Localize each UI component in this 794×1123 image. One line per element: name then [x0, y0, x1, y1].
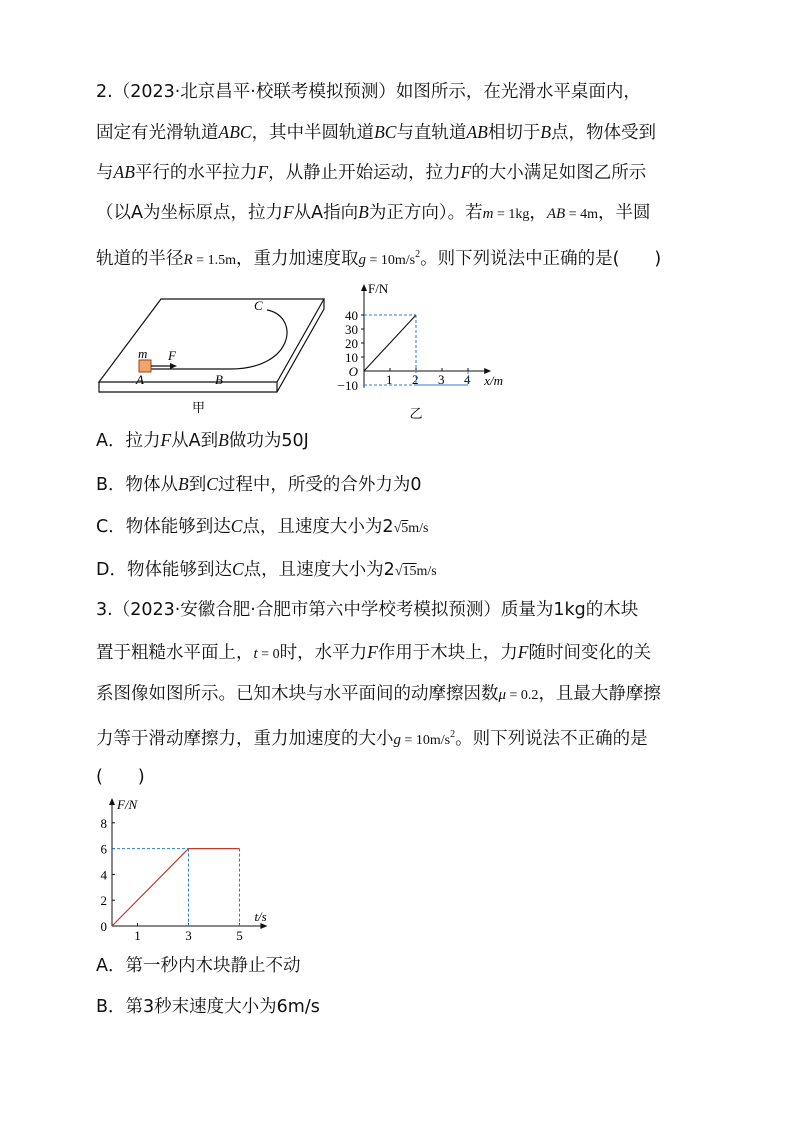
option-var: B [218, 430, 229, 450]
option-radicand: 15 [402, 564, 417, 579]
q3-var: F [517, 642, 529, 662]
q2-text: 固定有光滑轨道 [96, 123, 219, 143]
q2-text: ，半圆 [598, 203, 651, 223]
option-text: 拉力 [125, 431, 161, 451]
label-F: F [168, 348, 176, 363]
option-text: 第3秒末速度大小为6m/s [125, 997, 320, 1017]
q3-answer-blank: ( ) [96, 767, 145, 787]
option-text: 到 [188, 475, 207, 495]
option-unit: m/s [408, 521, 429, 536]
q3-option-b[interactable] [96, 995, 320, 1019]
q2-figure-jia [95, 296, 335, 418]
option-text: 从A到 [171, 431, 219, 451]
option-text: 点，且速度大小为2 [242, 517, 394, 537]
option-letter: C． [96, 517, 126, 537]
q3-text: 时，水平力 [279, 643, 368, 663]
q2-text: 如图所示，在光滑水平桌面内， [395, 82, 641, 102]
x-tick-label: 1 [134, 928, 141, 943]
q2-option-c[interactable]: C．物体能够到达C点，且速度大小为2√5m/s [96, 516, 429, 537]
q3-value: = 0 [257, 647, 280, 662]
y-tick-label: 40 [345, 308, 358, 323]
x-axis-label: x/m [484, 373, 503, 388]
q2-text: ，从静止开始运动，拉力 [268, 163, 461, 183]
q3-text: 力等于滑动摩擦力，重力加速度的大小 [96, 728, 394, 749]
q3-var: t [253, 646, 258, 662]
y-tick-label: 30 [345, 322, 358, 337]
q2-text: 点，物体受到 [551, 123, 657, 143]
series-rise [112, 849, 189, 926]
q2-option-a[interactable] [96, 428, 309, 453]
y-tick-label: 10 [345, 350, 358, 365]
q2-var: B [358, 202, 369, 222]
q3-chart [96, 795, 296, 945]
chart-title: 乙 [409, 407, 423, 422]
q2-source: （2023·北京昌平·校联考模拟预测） [112, 82, 396, 102]
q2-text: 。则下列说法中正确的是( ) [420, 248, 662, 269]
option-letter: B． [96, 997, 126, 1017]
track-abc [145, 310, 287, 369]
option-var: F [160, 430, 172, 450]
q2-var: AB [466, 122, 488, 142]
q2-text: 相切于 [487, 123, 541, 143]
q3-line-2 [96, 640, 651, 667]
q2-line-1 [96, 80, 641, 104]
q2-text: 与 [96, 163, 114, 183]
x-tick-label: 4 [464, 372, 471, 387]
y-tick-label: 8 [100, 815, 107, 831]
q3-text: 。则下列说法不正确的是 [455, 728, 648, 749]
q3-text: 作用于木块上，力 [377, 643, 518, 663]
q3-text: 随时间变化的关 [528, 643, 651, 663]
q2-text: ，重力加速度取 [235, 248, 359, 269]
q2-var: F [257, 162, 269, 182]
q3-var: μ [498, 687, 507, 703]
option-var: C [231, 559, 244, 579]
q2-var: R [183, 251, 193, 268]
q3-value: = 10m/s [401, 732, 451, 748]
block-m [139, 360, 151, 372]
q2-value: = 1kg [493, 207, 530, 222]
q3-text: 置于粗糙水平面上， [96, 643, 254, 663]
q2-var: m [482, 206, 494, 222]
y-tick-label: 20 [345, 336, 358, 351]
option-letter: D． [96, 560, 127, 580]
q2-text: ， [529, 203, 547, 223]
q2-text: 从A指向 [293, 203, 359, 223]
x-tick-label: 1 [386, 372, 393, 387]
option-var: B [178, 474, 189, 494]
label-m: m [138, 346, 148, 361]
q2-var: g [358, 251, 366, 268]
q2-var: ABC [218, 122, 252, 142]
label-C: C [254, 298, 263, 313]
q3-line-1 [96, 598, 638, 622]
q2-var: BC [374, 122, 397, 142]
q2-line-3 [96, 160, 646, 185]
option-text: 点，且速度大小为2 [243, 560, 395, 580]
origin-label: 0 [100, 919, 107, 934]
q2-var: B [540, 122, 552, 142]
option-text: 物体从 [125, 475, 179, 495]
q3-var: F [367, 642, 378, 662]
y-tick-label: 4 [100, 867, 107, 883]
q2-var: F [460, 162, 472, 182]
y-tick-label: 6 [100, 841, 107, 857]
y-tick-label: 2 [100, 893, 107, 909]
q2-text: 轨道的半径 [96, 248, 184, 269]
q2-chart-yi [336, 281, 526, 423]
q2-line-2 [96, 120, 656, 145]
force-arrowhead [170, 363, 177, 369]
y-axis-arrow [109, 798, 115, 805]
label-B: B [215, 372, 223, 387]
x-tick-label: 2 [412, 372, 419, 387]
option-text: 过程中，所受的合外力为0 [217, 475, 422, 495]
q2-text: 为正方向）。若 [368, 203, 483, 223]
q2-value: = 10m/s [365, 252, 416, 268]
option-text: 物体能够到达 [125, 517, 231, 537]
option-text: 做功为50J [228, 431, 309, 451]
q2-text: （以A为坐标原点，拉力 [96, 203, 283, 223]
y-axis-arrow [361, 284, 367, 291]
q2-sup: 2 [415, 249, 421, 260]
option-text: 第一秒内木块静止不动 [125, 956, 301, 976]
option-var: C [230, 516, 243, 536]
table-edge [99, 299, 324, 392]
x-axis-label: t/s [254, 909, 267, 924]
q2-text: ，其中半圆轨道 [251, 123, 375, 143]
q2-var: AB [546, 206, 566, 222]
q2-text: 的大小满足如图乙所示 [471, 163, 647, 183]
q2-option-d[interactable]: D．物体能够到达C点，且速度大小为2√15m/s [96, 559, 437, 580]
q3-sup: 2 [450, 729, 456, 740]
option-text: 物体能够到达 [126, 560, 232, 580]
q3-line-4 [96, 723, 648, 753]
option-letter: A． [96, 431, 126, 451]
caption-jia: 甲 [192, 401, 206, 416]
q2-option-b[interactable] [96, 472, 422, 497]
q2-var: AB [113, 162, 135, 182]
q2-text: 与直轨道 [396, 123, 467, 143]
x-tick-label: 5 [236, 928, 243, 943]
option-letter: A． [96, 956, 126, 976]
q3-var: g [393, 731, 401, 748]
option-unit: m/s [416, 564, 437, 579]
y-tick-label: −10 [337, 378, 358, 393]
q3-text: 系图像如图所示。已知木块与水平面间的动摩擦因数 [96, 684, 499, 704]
q3-text: （2023·安徽合肥·合肥市第六中学校考模拟预测）质量为1kg的木块 [112, 600, 639, 620]
x-tick-label: 3 [185, 928, 192, 943]
q3-option-a[interactable] [96, 954, 300, 978]
series-rise [364, 315, 416, 371]
q3-value: = 0.2 [506, 688, 539, 703]
q2-line-5 [96, 243, 661, 273]
y-axis-label: F/N [368, 281, 389, 296]
option-radicand: 5 [401, 521, 409, 536]
origin-label: O [348, 364, 358, 379]
q2-value: = 4m [565, 207, 598, 222]
option-letter: B． [96, 475, 126, 495]
y-axis-label: F/N [117, 797, 138, 812]
label-A: A [136, 372, 144, 387]
q3-line-5 [96, 765, 145, 789]
q2-value: = 1.5m [192, 252, 236, 268]
q3-text: ，且最大静摩擦 [538, 684, 661, 704]
q2-text: 平行的水平拉力 [134, 163, 258, 183]
q2-var: F [282, 202, 294, 222]
q2-line-4 [96, 200, 651, 227]
option-var: C [206, 474, 218, 494]
q3-number: 3. [96, 600, 113, 620]
q3-line-3 [96, 682, 661, 708]
q2-number: 2. [96, 82, 113, 102]
x-tick-label: 3 [438, 372, 445, 387]
